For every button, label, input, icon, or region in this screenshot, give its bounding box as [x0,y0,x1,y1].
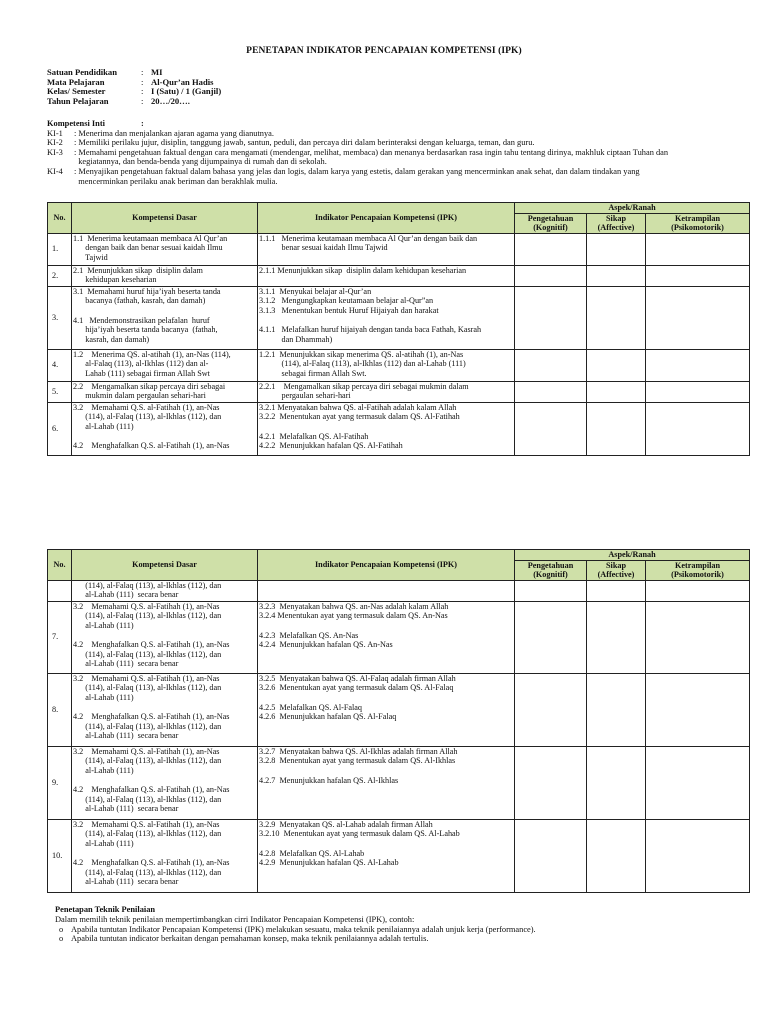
kd-line: 1.2 Menerima QS. al-atihah (1), an-Nas (114), [73,349,231,359]
header-sikap-sub: (Affective) [597,223,635,233]
header-ipk: Indikator Pencapaian Kompetensi (IPK) [258,550,515,581]
identity-key: Kelas/ Semester [47,86,106,97]
ipk-line: 3.2.5 Menyatakan bahwa QS. Al-Falaq adalah firman Allah [259,673,456,683]
ipk-line: 3.2.2 Menentukan ayat yang termasuk dalam QS. Al-Fatihah [259,412,460,422]
kd-line: kehidupan keseharian [73,275,157,285]
footer-bullet-item [55,934,735,944]
kompetensi-dasar-cell [72,819,258,892]
ipk-line: 3.2.8 Menentukan ayat yang termasuk dalam QS. Al-Ikhlas [259,756,456,766]
header-pengetahuan-sub: (Kognitif) [533,570,568,580]
row-number: 7. [48,601,72,673]
ipk-line: 4.2.3 Melafalkan QS. An-Nas [259,630,359,640]
header-no: No. [48,203,72,234]
ketrampilan-cell [646,265,750,286]
ipk-line: 4.1.1 Melafalkan huruf hijaiyah dengan tanda baca Fathah, Kasrah [259,325,482,335]
row-number: 4. [48,349,72,381]
ipk-cell [258,601,515,673]
table-row [48,349,750,381]
kd-line: kasrah, dan damah) [73,334,150,344]
ipk-line: 4.2.2 Menunjukkan hafalan QS. Al-Fatihah [259,441,403,451]
kompetensi-dasar-cell [72,265,258,286]
kd-line: mukmin dalam pergaulan sehari-hari [73,391,206,401]
ki-text: : Memahami pengetahuan faktual dengan cara mengamati (mendengar, melihat, membaca) dan menanya berdasarkan rasa ingin tahu tentang dirinya, makhluk ciptaan Tuhan dan [74,147,669,157]
identity-colon: : [141,86,144,97]
table-row [48,286,750,349]
row-number: 2. [48,265,72,286]
header-ketrampilan [646,560,750,580]
pengetahuan-cell [515,233,587,265]
kompetensi-dasar-cell [72,233,258,265]
row-number: 9. [48,746,72,819]
ki-item [47,177,727,187]
kd-line: 3.1 Memahami huruf hija’iyah beserta tanda [73,286,221,296]
ipk-table-2 [47,549,750,893]
header-ketrampilan-sub: (Psikomotorik) [671,223,724,233]
table-header [48,203,750,234]
kd-line: Tajwid [73,252,108,262]
header-sikap [587,560,646,580]
row-number: 5. [48,381,72,402]
kd-line: 1.1 Menerima keutamaan membaca Al Qur’an [73,233,228,243]
ipk-cell [258,286,515,349]
ketrampilan-cell [646,381,750,402]
kd-line: 4.2 Menghafalkan Q.S. al-Fatihah (1), an-Nas [73,785,230,795]
ipk-line: 4.2.9 Menunjukkan hafalan QS. Al-Lahab [259,858,399,868]
ipk-line: 3.1.1 Menyukai belajar al-Qur’an [259,286,372,296]
bullet-mark: o [59,924,64,934]
ketrampilan-cell [646,580,750,601]
kd-line: al-Lahab (111) secara benar [73,659,179,669]
pengetahuan-cell [515,673,587,746]
footer-intro: Dalam memilih teknik penilaian mempertimbangkan cirri Indikator Pencapaian Kompetensi (IPK), contoh: [55,914,415,924]
ki-item [47,167,727,177]
kd-line: al-Lahab (111) [73,838,134,848]
kd-line: (114), al-Falaq (113), al-Ikhlas (112), dan [73,867,222,877]
pengetahuan-cell [515,601,587,673]
sikap-cell [587,265,646,286]
ipk-line: 1.2.1 Menunjukkan sikap menerima QS. al-atihah (1), an-Nas [259,349,464,359]
kd-line: (114), al-Falaq (113), al-Ikhlas (112), dan [73,829,222,839]
ipk-cell [258,402,515,455]
ipk-cell [258,233,515,265]
teknik-penilaian-section [55,905,735,944]
kd-line: al-Lahab (111) secara benar [73,804,179,814]
kd-line: Lahab (111) sebagai firman Allah Swt [73,368,210,378]
pengetahuan-cell [515,381,587,402]
identity-value: 20…/20…. [151,95,190,106]
ki-text: mencerminkan perilaku anak beriman dan berakhlak mulia. [74,176,278,186]
ipk-line: 3.2.3 Menyatakan bahwa QS. an-Nas adalah kalam Allah [259,601,449,611]
ki-code [47,157,74,167]
table-row [48,819,750,892]
kd-line: 3.2 Memahami Q.S. al-Fatihah (1), an-Nas [73,819,220,829]
kd-line: 4.1 Mendemonstrasikan pelafalan huruf [73,315,210,325]
kompetensi-dasar-cell [72,580,258,601]
sikap-cell [587,580,646,601]
header-sikap-label: Sikap [605,560,627,570]
kompetensi-dasar-cell [72,746,258,819]
header-pengetahuan [515,213,587,233]
ipk-line: 1.1.1 Menerima keutamaan membaca Al Qur’an dengan baik dan [259,233,478,243]
ipk-line: pergaulan sehari-hari [259,391,351,401]
ipk-cell [258,819,515,892]
table-row [48,746,750,819]
ki-code: KI-4 [47,166,63,176]
kd-line: 4.2 Menghafalkan Q.S. al-Fatihah (1), an-Nas [73,712,230,722]
header-aspek-ranah: Aspek/Ranah [515,203,750,214]
ki-code: KI-2 [47,138,63,148]
ipk-line: sebagai firman Allah Swt. [259,368,367,378]
ipk-cell [258,265,515,286]
ki-code: KI-1 [47,128,63,138]
table-row [48,381,750,402]
ipk-line: 4.2.1 Melafalkan QS. Al-Fatihah [259,431,369,441]
row-number: 10. [48,819,72,892]
table-row [48,402,750,455]
sikap-cell [587,349,646,381]
blank-line [259,316,513,326]
kompetensi-inti-block [47,119,727,186]
blank-line [73,631,256,641]
kd-line: 2.2 Mengamalkan sikap percaya diri sebagai [73,381,226,391]
ipk-line: 4.2.7 Menunjukkan hafalan QS. Al-Ikhlas [259,775,399,785]
ki-text: : Menerima dan menjalankan ajaran agama yang dianutnya. [74,128,274,138]
kd-line: (114), al-Falaq (113), al-Ikhlas (112), dan [73,683,222,693]
kd-line: (114), al-Falaq (113), al-Ikhlas (112), dan [73,721,222,731]
pengetahuan-cell [515,402,587,455]
kompetensi-dasar-cell [72,286,258,349]
kd-line: al-Lahab (111) secara benar [73,590,179,600]
blank-line [259,422,513,432]
pengetahuan-cell [515,265,587,286]
ki-text: kegiatannya, dan benda-benda yang dijumpainya di rumah dan di sekolah. [74,157,327,167]
ipk-line: 4.2.4 Menunjukkan hafalan QS. An-Nas [259,640,393,650]
footer-bullet-item [55,925,735,935]
ketrampilan-cell [646,233,750,265]
row-number: 8. [48,673,72,746]
row-number: 1. [48,233,72,265]
sikap-cell [587,381,646,402]
ipk-line: 2.1.1 Menunjukkan sikap disiplin dalam kehidupan keseharian [259,265,467,275]
ipk-cell [258,673,515,746]
table-body-1 [48,233,750,455]
footer-heading: Penetapan Teknik Penilaian [55,905,156,914]
sikap-cell [587,746,646,819]
ipk-line: 3.1.2 Mengungkapkan keutamaan belajar al-Qur”an [259,296,434,306]
kd-line: al-Lahab (111) [73,692,134,702]
kd-line: 4.2 Menghafalkan Q.S. al-Fatihah (1), an-Nas [73,858,230,868]
blank-line [73,849,256,859]
header-pengetahuan-sub: (Kognitif) [533,223,568,233]
header-ipk: Indikator Pencapaian Kompetensi (IPK) [258,203,515,234]
ipk-cell [258,580,515,601]
kompetensi-dasar-cell [72,402,258,455]
row-number: 6. [48,402,72,455]
ipk-line: 3.2.6 Menentukan ayat yang termasuk dalam QS. Al-Falaq [259,683,454,693]
table-row [48,601,750,673]
ipk-cell [258,381,515,402]
kd-line: (114), al-Falaq (113), al-Ikhlas (112), dan [73,794,222,804]
ipk-line: 3.2.1 Menyatakan bahwa QS. al-Fatihah adalah kalam Allah [259,402,457,412]
row-number: 3. [48,286,72,349]
header-no: No. [48,550,72,581]
ketrampilan-cell [646,402,750,455]
kd-line: (114), al-Falaq (113), al-Ikhlas (112), dan [73,611,222,621]
header-ketrampilan [646,213,750,233]
identity-key: Satuan Pendidikan [47,67,117,77]
blank-line [73,432,256,442]
pengetahuan-cell [515,819,587,892]
ki-text: : Memiliki perilaku jujur, disiplin, tanggung jawab, santun, peduli, dan percaya diri dalam berinteraksi dengan keluarga, teman, dan guru. [74,138,535,148]
ketrampilan-cell [646,286,750,349]
ipk-cell [258,746,515,819]
identity-colon: : [141,76,144,87]
ki-heading-row [47,119,727,129]
ipk-line: 4.2.5 Melafalkan QS. Al-Falaq [259,702,363,712]
ipk-line: (114), al-Falaq (113), al-Ikhlas (112) dan al-Lahab (111) [259,359,466,369]
sikap-cell [587,286,646,349]
kd-line: bacanya (fathah, kasrah, dan damah) [73,296,206,306]
sikap-cell [587,819,646,892]
header-kompetensi-dasar: Kompetensi Dasar [72,203,258,234]
kompetensi-dasar-cell [72,381,258,402]
kd-line: 3.2 Memahami Q.S. al-Fatihah (1), an-Nas [73,673,220,683]
blank-line [259,693,513,703]
table-header [48,550,750,581]
kompetensi-dasar-cell [72,673,258,746]
pengetahuan-cell [515,349,587,381]
identity-value: MI [151,67,163,77]
header-pengetahuan [515,560,587,580]
sikap-cell [587,601,646,673]
header-ketrampilan-label: Ketrampilan [675,560,721,570]
identity-value: I (Satu) / 1 (Ganjil) [151,86,222,97]
identity-block [47,68,221,106]
ketrampilan-cell [646,601,750,673]
identity-value: Al-Qur’an Hadis [151,76,214,87]
kd-line: 3.2 Memahami Q.S. al-Fatihah (1), an-Nas [73,746,220,756]
blank-line [73,703,256,713]
kd-line: al-Lahab (111) [73,765,134,775]
footer-bullet-text: Apabila tuntutan Indikator Pencapaian Kompetensi (IPK) melakukan sesuatu, maka teknik penilaiannya adalah unjuk kerja (performance). [71,924,536,934]
blank-line [73,306,256,316]
kd-line: 2.1 Menunjukkan sikap disiplin dalam [73,265,203,275]
page-title: PENETAPAN INDIKATOR PENCAPAIAN KOMPETENSI (IPK) [246,46,522,56]
table-row [48,265,750,286]
ki-item [47,129,727,139]
ki-code: KI-3 [47,147,63,157]
ipk-line: 4.2.8 Melafalkan QS. Al-Lahab [259,848,365,858]
table-body-2 [48,580,750,892]
ketrampilan-cell [646,746,750,819]
header-ketrampilan-sub: (Psikomotorik) [671,570,724,580]
identity-colon: : [141,67,144,77]
pengetahuan-cell [515,746,587,819]
kd-line: (114), al-Falaq (113), al-Ikhlas (112), dan [73,756,222,766]
pengetahuan-cell [515,286,587,349]
ki-text: : Menyajikan pengetahuan faktual dalam bahasa yang jelas dan logis, dalam karya yang estetis, dalam gerakan yang mencerminkan anak sehat, dan dalam tindakan yang [74,166,640,176]
ipk-line: 3.2.4 Menentukan ayat yang termasuk dalam QS. An-Nas [259,611,448,621]
header-ketrampilan-label: Ketrampilan [675,213,721,223]
ki-code [47,177,74,187]
kd-line: al-Lahab (111) secara benar [73,877,179,887]
sikap-cell [587,233,646,265]
kd-line: 4.2 Menghafalkan Q.S. al-Fatihah (1), an-Nas [73,441,230,451]
identity-key: Tahun Pelajaran [47,95,109,106]
ipk-line: 2.2.1 Mengamalkan sikap percaya diri sebagai mukmin dalam [259,381,469,391]
kd-line: (114), al-Falaq (113), al-Ikhlas (112), dan [73,649,222,659]
blank-line [259,621,513,631]
row-number [48,580,72,601]
header-kompetensi-dasar: Kompetensi Dasar [72,550,258,581]
header-pengetahuan-label: Pengetahuan [527,213,574,223]
kd-line: (114), al-Falaq (113), al-Ikhlas (112), dan [73,580,222,590]
pengetahuan-cell [515,580,587,601]
header-sikap-sub: (Affective) [597,570,635,580]
identity-colon: : [141,95,144,106]
sikap-cell [587,673,646,746]
kd-line: 4.2 Menghafalkan Q.S. al-Fatihah (1), an-Nas [73,640,230,650]
table-row [48,580,750,601]
footer-bullet-text: Apabila tuntutan indicator berkaitan dengan pemahaman konsep, maka teknik penilaiannya adalah tertulis. [71,934,429,944]
kd-line: al-Lahab (111) [73,421,134,431]
ipk-line: 3.2.7 Menyatakan bahwa QS. Al-Ikhlas adalah firman Allah [259,746,458,756]
kd-line: 3.2 Memahami Q.S. al-Fatihah (1), an-Nas [73,601,220,611]
ipk-line: 4.2.6 Menunjukkan hafalan QS. Al-Falaq [259,712,397,722]
header-aspek-ranah: Aspek/Ranah [515,550,750,561]
blank-line [259,839,513,849]
ki-heading-colon: : [141,119,144,128]
kd-line: (114), al-Falaq (113), al-Ikhlas (112), dan [73,412,222,422]
ki-list [47,129,727,187]
header-sikap [587,213,646,233]
kd-line: dengan baik dan benar sesuai kaidah Ilmu [73,243,223,253]
kompetensi-dasar-cell [72,349,258,381]
kd-line: al-Falaq (113), al-Ikhlas (112) dan al- [73,359,209,369]
ketrampilan-cell [646,819,750,892]
identity-row [47,97,221,107]
ipk-line: dan Dhammah) [259,334,333,344]
ki-item [47,148,727,158]
blank-line [73,776,256,786]
ki-item [47,138,727,148]
ipk-line: 3.2.9 Menyatakan QS. al-Lahab adalah firman Allah [259,819,433,829]
header-sikap-label: Sikap [605,213,627,223]
header-pengetahuan-label: Pengetahuan [527,560,574,570]
ipk-line: 3.2.10 Menentukan ayat yang termasuk dalam QS. Al-Lahab [259,829,460,839]
kd-line: hija’iyah beserta tanda bacanya (fathah, [73,325,218,335]
kd-line: 3.2 Memahami Q.S. al-Fatihah (1), an-Nas [73,402,220,412]
bullet-mark: o [59,934,64,944]
kompetensi-dasar-cell [72,601,258,673]
ki-item [47,157,727,167]
identity-key: Mata Pelajaran [47,76,105,87]
blank-line [259,766,513,776]
kd-line: al-Lahab (111) secara benar [73,731,179,741]
ipk-cell [258,349,515,381]
kd-line: al-Lahab (111) [73,620,134,630]
table-row [48,673,750,746]
table-row [48,233,750,265]
ketrampilan-cell [646,349,750,381]
sikap-cell [587,402,646,455]
ipk-line: benar sesuai kaidah Ilmu Tajwid [259,243,388,253]
ki-heading: Kompetensi Inti [47,119,105,128]
ketrampilan-cell [646,673,750,746]
ipk-line: 3.1.3 Menentukan bentuk Huruf Hijaiyah dan harakat [259,305,439,315]
ipk-table-1 [47,202,750,456]
